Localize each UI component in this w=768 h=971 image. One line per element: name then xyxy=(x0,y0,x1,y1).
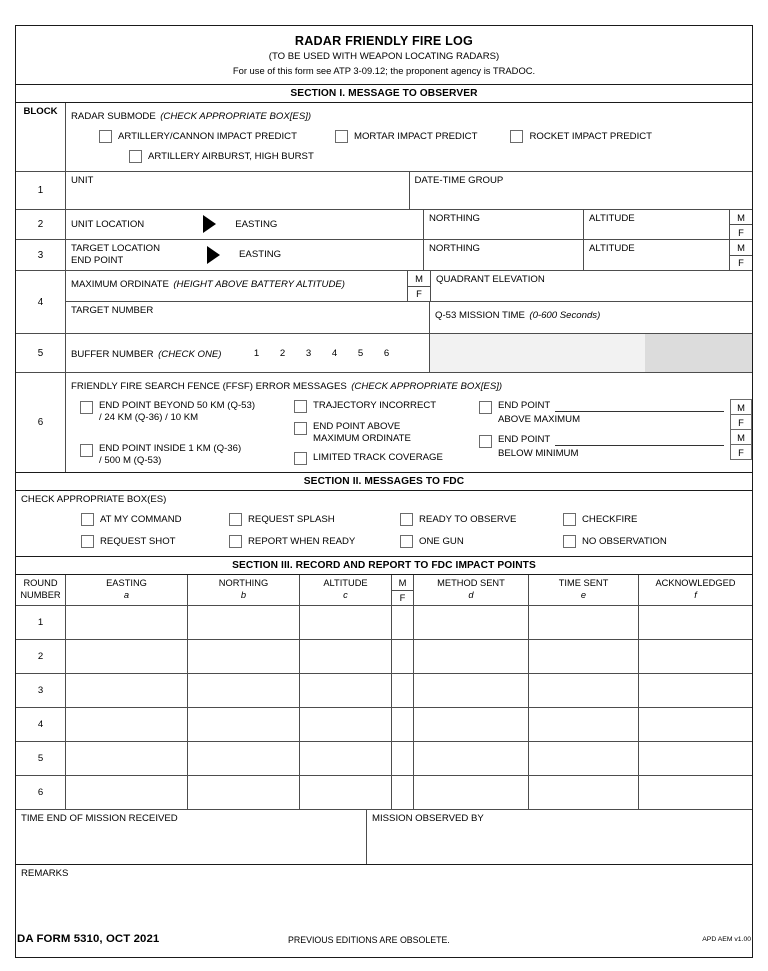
northing-cell[interactable] xyxy=(188,674,300,707)
checkbox-request-shot[interactable] xyxy=(81,535,229,548)
mission-time-cell[interactable] xyxy=(430,302,752,333)
section-2-body xyxy=(16,491,752,557)
form-title-block xyxy=(16,26,752,85)
altitude-label: ALTITUDE xyxy=(589,243,635,254)
section-1-header: SECTION I. MESSAGE TO OBSERVER xyxy=(16,85,752,103)
checkbox-label-line2: MAXIMUM ORDINATE xyxy=(313,432,411,444)
altitude-cell[interactable] xyxy=(300,708,392,741)
checkbox-report-when-ready[interactable] xyxy=(229,535,400,548)
block-column-header: BLOCK xyxy=(16,103,66,171)
column-header-line1: NORTHING xyxy=(218,578,269,588)
block-4-row-2 xyxy=(66,302,752,333)
feet-label[interactable]: F xyxy=(416,288,422,300)
easting-cell[interactable] xyxy=(66,708,188,741)
block-6 xyxy=(16,373,752,473)
checkbox-label: LIMITED TRACK COVERAGE xyxy=(313,452,443,463)
form-subtitle: (TO BE USED WITH WEAPON LOCATING RADARS) xyxy=(268,51,500,62)
column-header-line1: ROUND xyxy=(23,578,58,588)
buffer-number-cell xyxy=(66,334,430,372)
easting-cell[interactable] xyxy=(66,640,188,673)
column-header-method-sent xyxy=(414,575,529,605)
checkbox-icon[interactable] xyxy=(81,535,94,548)
radar-submode-title xyxy=(66,103,752,126)
radar-submode-note: (CHECK APPROPRIATE BOX[ES]) xyxy=(160,111,312,122)
meters-label[interactable]: M xyxy=(408,271,430,287)
radar-submode-label: RADAR SUBMODE xyxy=(71,111,156,122)
column-header-sub: e xyxy=(580,589,587,600)
checkbox-icon[interactable] xyxy=(129,150,142,163)
end-point-below-minimum-input[interactable] xyxy=(555,435,724,446)
form-footer xyxy=(15,931,753,953)
table-row xyxy=(16,742,752,776)
checkbox-mortar-impact-predict[interactable] xyxy=(335,130,477,143)
column-header-line1: ACKNOWLEDGED xyxy=(655,578,736,588)
mf-cell[interactable] xyxy=(392,606,414,639)
checkbox-label: ARTILLERY/CANNON IMPACT PREDICT xyxy=(118,130,297,142)
time-sent-cell[interactable] xyxy=(529,708,639,741)
block-5-shaded-area-light xyxy=(430,334,645,372)
column-header-mf xyxy=(392,575,414,605)
column-header-acknowledged xyxy=(639,575,752,605)
column-header-line1: ALTITUDE xyxy=(323,578,368,588)
checkbox-icon[interactable] xyxy=(294,400,307,413)
checkbox-end-point-below-minimum[interactable] xyxy=(479,434,730,459)
block-3-northing-cell[interactable] xyxy=(424,240,584,270)
column-header-sub: f xyxy=(694,589,697,600)
target-location-label-line2: END POINT xyxy=(71,255,124,266)
unit-location-cell[interactable] xyxy=(66,210,424,239)
time-sent-cell[interactable] xyxy=(529,674,639,707)
acknowledged-cell[interactable] xyxy=(639,742,752,775)
easting-label: EASTING xyxy=(239,249,282,260)
checkbox-label-line2: BELOW MINIMUM xyxy=(498,447,579,459)
ffsf-title-wrap xyxy=(66,373,752,397)
acknowledged-cell[interactable] xyxy=(639,776,752,809)
checkbox-at-my-command[interactable] xyxy=(81,513,229,526)
block-4-number: 4 xyxy=(16,271,66,333)
block-3-mf-toggle[interactable] xyxy=(729,240,752,270)
checkbox-label-line2: / 24 KM (Q-36) / 10 KM xyxy=(99,411,199,423)
max-ordinate-cell[interactable] xyxy=(66,271,407,301)
checkbox-label: ROCKET IMPACT PREDICT xyxy=(529,130,653,142)
quadrant-elevation-label: QUADRANT ELEVATION xyxy=(436,274,545,285)
unit-field-cell[interactable] xyxy=(66,172,410,209)
end-point-above-maximum-input[interactable] xyxy=(555,401,724,412)
target-number-label: TARGET NUMBER xyxy=(71,305,154,316)
northing-cell[interactable] xyxy=(188,640,300,673)
max-ordinate-label: MAXIMUM ORDINATE xyxy=(71,279,169,290)
meters-label[interactable]: M xyxy=(730,240,752,256)
column-header-sub: a xyxy=(123,589,130,600)
block-2-altitude-cell[interactable] xyxy=(584,210,729,239)
max-ordinate-note: (HEIGHT ABOVE BATTERY ALTITUDE) xyxy=(173,279,345,290)
method-sent-cell[interactable] xyxy=(414,640,529,673)
altitude-cell[interactable] xyxy=(300,742,392,775)
end-point-below-minimum-mf[interactable] xyxy=(730,430,752,460)
mission-time-label: Q-53 MISSION TIME xyxy=(435,310,525,321)
block-5 xyxy=(16,334,752,373)
checkbox-icon[interactable] xyxy=(563,513,576,526)
ffsf-column-3 xyxy=(479,397,752,460)
checkbox-no-observation[interactable] xyxy=(563,535,667,548)
altitude-cell[interactable] xyxy=(300,674,392,707)
checkbox-artillery-airburst-high-burst[interactable] xyxy=(129,150,314,163)
block-3-number: 3 xyxy=(16,240,66,270)
checkbox-label: REQUEST SHOT xyxy=(100,535,176,547)
method-sent-cell[interactable] xyxy=(414,708,529,741)
method-sent-cell[interactable] xyxy=(414,606,529,639)
northing-cell[interactable] xyxy=(188,742,300,775)
checkbox-label-line1: END POINT ABOVE xyxy=(313,421,401,432)
time-sent-cell[interactable] xyxy=(529,742,639,775)
unit-dtg-row xyxy=(16,172,752,210)
block-1-number: 1 xyxy=(16,172,66,209)
acknowledged-cell[interactable] xyxy=(639,640,752,673)
buffer-number-label: BUFFER NUMBER xyxy=(71,349,154,360)
checkbox-request-splash[interactable] xyxy=(229,513,400,526)
block-6-number: 6 xyxy=(16,373,66,472)
checkbox-end-point-above-maximum[interactable] xyxy=(479,400,730,425)
block-5-shaded-area-dark xyxy=(645,334,752,372)
feet-label[interactable]: F xyxy=(738,416,744,428)
checkbox-label: MORTAR IMPACT PREDICT xyxy=(353,130,478,142)
checkbox-label: TRAJECTORY INCORRECT xyxy=(313,400,437,411)
checkbox-label-line1: END POINT xyxy=(498,400,551,411)
method-sent-cell[interactable] xyxy=(414,742,529,775)
checkbox-label-line2: / 500 M (Q-53) xyxy=(99,454,162,466)
feet-label[interactable]: F xyxy=(738,446,744,458)
checkbox-label: NO OBSERVATION xyxy=(582,535,667,547)
block-2-northing-cell[interactable] xyxy=(424,210,584,239)
checkbox-label-line1: END POINT INSIDE 1 KM (Q-36) xyxy=(99,443,242,454)
round-number-cell: 5 xyxy=(16,742,66,775)
ffsf-title: FRIENDLY FIRE SEARCH FENCE (FFSF) ERROR MESSAGES xyxy=(71,381,347,392)
checkbox-trajectory-incorrect[interactable] xyxy=(294,400,479,413)
checkbox-icon[interactable] xyxy=(294,452,307,465)
checkbox-label-line2: ABOVE MAXIMUM xyxy=(498,413,581,425)
northing-cell[interactable] xyxy=(188,776,300,809)
checkbox-label: ONE GUN xyxy=(419,535,464,547)
meters-label: M xyxy=(392,575,413,591)
block-3-altitude-cell[interactable] xyxy=(584,240,729,270)
feet-label: F xyxy=(399,592,406,604)
easting-cell[interactable] xyxy=(66,776,188,809)
checkbox-limited-track-coverage[interactable] xyxy=(294,452,479,465)
target-number-cell[interactable] xyxy=(66,302,430,333)
mf-cell[interactable] xyxy=(392,742,414,775)
block-4-body xyxy=(66,271,752,333)
checkbox-icon[interactable] xyxy=(479,435,492,448)
dtg-field-cell[interactable] xyxy=(410,172,753,209)
checkbox-icon[interactable] xyxy=(479,401,492,414)
altitude-label: ALTITUDE xyxy=(589,213,635,224)
column-header-line1: EASTING xyxy=(106,578,147,588)
checkbox-end-point-above-max-ordinate[interactable] xyxy=(294,421,479,444)
checkbox-rocket-impact-predict[interactable] xyxy=(510,130,652,143)
mf-cell[interactable] xyxy=(392,776,414,809)
section-3-header: SECTION III. RECORD AND REPORT TO FDC IMPACT POINTS xyxy=(16,557,752,575)
easting-cell[interactable] xyxy=(66,742,188,775)
checkbox-icon[interactable] xyxy=(400,513,413,526)
checkbox-one-gun[interactable] xyxy=(400,535,563,548)
section-2-instruction: CHECK APPROPRIATE BOX(ES) xyxy=(21,494,167,505)
time-sent-cell[interactable] xyxy=(529,606,639,639)
section-2-header: SECTION II. MESSAGES TO FDC xyxy=(16,473,752,491)
checkbox-icon[interactable] xyxy=(99,130,112,143)
checkbox-label: REQUEST SPLASH xyxy=(248,513,335,525)
checkbox-icon[interactable] xyxy=(510,130,523,143)
round-number-cell: 1 xyxy=(16,606,66,639)
unit-label: UNIT xyxy=(71,175,94,186)
block-5-number: 5 xyxy=(16,334,66,372)
checkbox-end-point-inside[interactable] xyxy=(80,443,294,466)
dtg-label: DATE-TIME GROUP xyxy=(414,175,504,186)
form-authority-note: For use of this form see ATP 3-09.12; the proponent agency is TRADOC. xyxy=(232,65,536,76)
checkbox-icon[interactable] xyxy=(294,422,307,435)
mission-end-row xyxy=(16,810,752,865)
checkbox-checkfire[interactable] xyxy=(563,513,637,526)
mission-observed-by-cell[interactable] xyxy=(367,810,752,864)
block-2-mf-toggle[interactable] xyxy=(729,210,752,239)
checkbox-icon[interactable] xyxy=(229,535,242,548)
northing-cell[interactable] xyxy=(188,708,300,741)
block-2-number: 2 xyxy=(16,210,66,239)
altitude-cell[interactable] xyxy=(300,606,392,639)
target-location-label-line1: TARGET LOCATION xyxy=(71,243,161,254)
time-sent-cell[interactable] xyxy=(529,776,639,809)
altitude-cell[interactable] xyxy=(300,640,392,673)
time-end-of-mission-cell[interactable] xyxy=(16,810,367,864)
feet-label[interactable]: F xyxy=(738,257,744,269)
northing-cell[interactable] xyxy=(188,606,300,639)
block-1-body xyxy=(66,103,752,171)
column-header-sub: d xyxy=(468,589,474,600)
easting-cell[interactable] xyxy=(66,606,188,639)
mission-time-label-wrap xyxy=(430,302,752,325)
checkbox-icon[interactable] xyxy=(80,401,93,414)
meters-label[interactable]: M xyxy=(730,210,752,225)
table-row xyxy=(16,776,752,810)
quadrant-elevation-cell[interactable] xyxy=(430,271,752,301)
acknowledged-cell[interactable] xyxy=(639,674,752,707)
column-header-sub: b xyxy=(240,589,247,600)
column-header-time-sent xyxy=(529,575,639,605)
checkbox-label: CHECKFIRE xyxy=(582,513,638,525)
easting-arrow-icon xyxy=(207,246,220,265)
block-4 xyxy=(16,271,752,334)
remarks-label: REMARKS xyxy=(21,868,69,879)
table-row xyxy=(16,606,752,640)
column-header-easting xyxy=(66,575,188,605)
column-header-line1: TIME SENT xyxy=(558,578,609,588)
easting-arrow-icon xyxy=(203,215,216,234)
section-3-table-body xyxy=(16,606,752,810)
table-row xyxy=(16,708,752,742)
checkbox-label: ARTILLERY AIRBURST, HIGH BURST xyxy=(148,150,314,162)
time-sent-cell[interactable] xyxy=(529,640,639,673)
block-3 xyxy=(16,240,752,271)
acknowledged-cell[interactable] xyxy=(639,606,752,639)
column-header-round-number xyxy=(16,575,66,605)
easting-cell[interactable] xyxy=(66,674,188,707)
round-number-cell: 6 xyxy=(16,776,66,809)
buffer-number-note: (CHECK ONE) xyxy=(158,349,222,360)
mf-cell[interactable] xyxy=(392,708,414,741)
ffsf-column-1 xyxy=(66,397,294,466)
max-ordinate-label-wrap xyxy=(66,271,407,294)
column-header-line1: METHOD SENT xyxy=(437,578,505,588)
buffer-choice-6[interactable]: 6 xyxy=(383,347,390,359)
method-sent-cell[interactable] xyxy=(414,776,529,809)
column-header-altitude xyxy=(300,575,392,605)
column-header-line2: NUMBER xyxy=(20,589,61,600)
checkbox-icon[interactable] xyxy=(400,535,413,548)
section-3-table-header xyxy=(16,575,752,606)
page-title: RADAR FRIENDLY FIRE LOG xyxy=(294,34,474,48)
column-header-northing xyxy=(188,575,300,605)
checkbox-label: AT MY COMMAND xyxy=(100,513,182,525)
checkbox-icon[interactable] xyxy=(80,444,93,457)
checkbox-icon[interactable] xyxy=(335,130,348,143)
meters-label[interactable]: M xyxy=(731,430,751,445)
round-number-cell: 2 xyxy=(16,640,66,673)
ffsf-mf-stack xyxy=(730,399,752,460)
block-4-row-1 xyxy=(66,271,752,302)
end-point-above-maximum-mf[interactable] xyxy=(730,399,752,430)
form-identifier: DA FORM 5310, OCT 2021 xyxy=(17,933,160,945)
buffer-choice-4[interactable]: 4 xyxy=(331,347,338,359)
ffsf-title-note: (CHECK APPROPRIATE BOX[ES]) xyxy=(351,381,503,392)
meters-label[interactable]: M xyxy=(731,400,751,415)
mf-cell[interactable] xyxy=(392,640,414,673)
checkbox-label: READY TO OBSERVE xyxy=(419,513,517,525)
checkbox-icon[interactable] xyxy=(81,513,94,526)
unit-location-label: UNIT LOCATION xyxy=(71,218,145,230)
da-form-5310 xyxy=(15,25,753,958)
easting-label: EASTING xyxy=(235,218,278,230)
ffsf-column-2 xyxy=(294,397,479,465)
table-row xyxy=(16,640,752,674)
table-row xyxy=(16,674,752,708)
checkbox-label-line1: END POINT BEYOND 50 KM (Q-53) xyxy=(99,400,256,411)
buffer-choice-3[interactable]: 3 xyxy=(305,347,312,359)
northing-label: NORTHING xyxy=(429,213,480,224)
checkbox-artillery-cannon-impact-predict[interactable] xyxy=(99,130,297,143)
buffer-choice-2[interactable]: 2 xyxy=(279,347,286,359)
mf-cell[interactable] xyxy=(392,674,414,707)
method-sent-cell[interactable] xyxy=(414,674,529,707)
block-4-mf-toggle[interactable] xyxy=(407,271,430,301)
previous-editions-note: PREVIOUS EDITIONS ARE OBSOLETE. xyxy=(288,935,450,945)
checkbox-ready-to-observe[interactable] xyxy=(400,513,563,526)
checkbox-end-point-beyond[interactable] xyxy=(80,400,294,423)
column-header-sub: c xyxy=(343,589,348,600)
target-location-cell[interactable] xyxy=(66,240,424,270)
buffer-choice-1[interactable]: 1 xyxy=(253,347,260,359)
checkbox-label-line1: END POINT xyxy=(498,434,551,445)
mission-observed-by-label: MISSION OBSERVED BY xyxy=(372,813,484,824)
altitude-cell[interactable] xyxy=(300,776,392,809)
block-1 xyxy=(16,103,752,172)
block-2 xyxy=(16,210,752,240)
mission-time-note: (0-600 Seconds) xyxy=(529,310,601,321)
checkbox-icon[interactable] xyxy=(229,513,242,526)
round-number-cell: 4 xyxy=(16,708,66,741)
feet-label[interactable]: F xyxy=(738,226,744,238)
block-6-body xyxy=(66,373,752,472)
acknowledged-cell[interactable] xyxy=(639,708,752,741)
apd-version: APD AEM v1.00 xyxy=(702,936,751,943)
checkbox-icon[interactable] xyxy=(563,535,576,548)
checkbox-label: REPORT WHEN READY xyxy=(248,535,356,547)
buffer-choice-5[interactable]: 5 xyxy=(357,347,364,359)
round-number-cell: 3 xyxy=(16,674,66,707)
northing-label: NORTHING xyxy=(429,243,480,254)
time-end-of-mission-label: TIME END OF MISSION RECEIVED xyxy=(21,813,178,824)
